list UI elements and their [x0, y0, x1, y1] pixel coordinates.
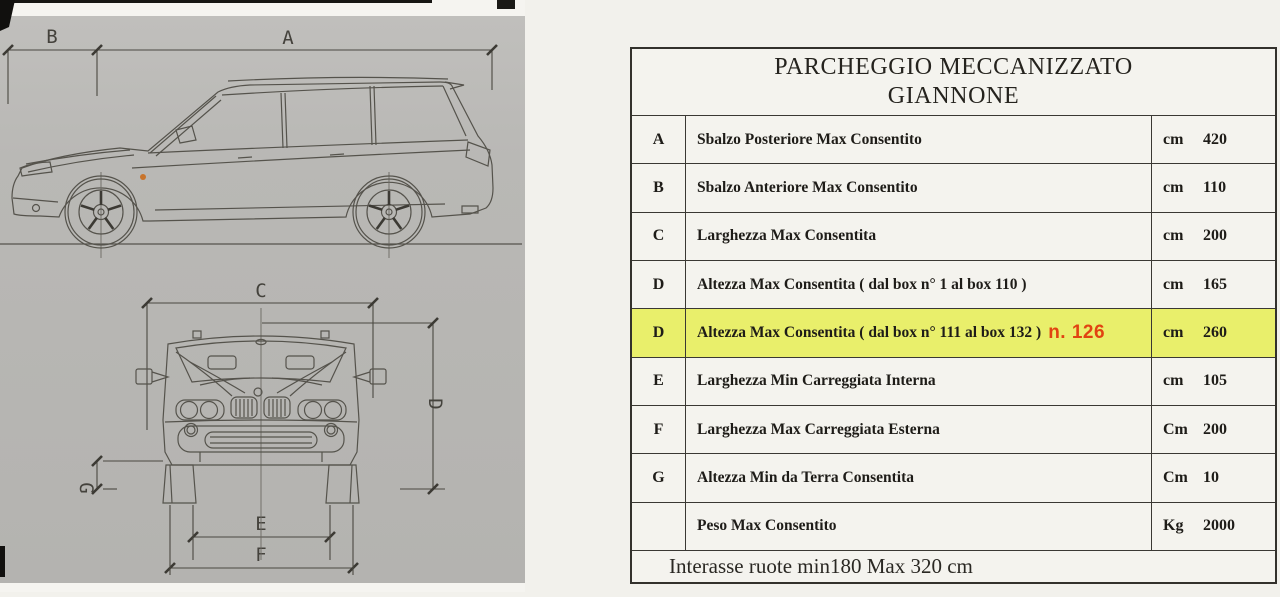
row-unit: cm	[1163, 227, 1184, 245]
row-unit: cm	[1163, 275, 1184, 293]
row-description: Larghezza Min Carreggiata Interna	[697, 372, 936, 390]
table-title-line2: GIANNONE	[887, 83, 1020, 109]
table-footer	[632, 550, 1275, 582]
row-description: Peso Max Consentito	[697, 517, 837, 535]
table-row	[632, 212, 1275, 260]
dim-label-E: E	[255, 513, 267, 535]
table-title-line1: PARCHEGGIO MECCANIZZATO	[774, 54, 1133, 80]
row-unit: Cm	[1163, 468, 1188, 486]
dim-label-G: G	[75, 482, 97, 494]
row-letter: A	[632, 116, 686, 163]
row-letter	[632, 503, 686, 550]
row-value: 420	[1203, 130, 1227, 148]
row-unit: cm	[1163, 178, 1184, 196]
row-letter: F	[632, 406, 686, 453]
dim-label-F: F	[255, 544, 267, 566]
table-footer-text: Interasse ruote min180 Max 320 cm	[669, 554, 973, 578]
row-note: n. 126	[1048, 321, 1106, 343]
scan-edge-top	[0, 0, 432, 3]
row-unit: Kg	[1163, 517, 1184, 535]
table-row	[632, 453, 1275, 501]
orange-dot-artifact	[140, 174, 146, 180]
row-value: 165	[1203, 275, 1227, 293]
row-value: 200	[1203, 420, 1227, 438]
table-rows	[632, 115, 1275, 550]
scan-edge-bottomleft	[0, 546, 5, 577]
table-row	[632, 357, 1275, 405]
dim-label-A: A	[282, 27, 294, 49]
table-row	[632, 308, 1275, 356]
table-row	[632, 260, 1275, 308]
row-value: 110	[1203, 178, 1227, 196]
row-value: 200	[1203, 227, 1227, 245]
row-letter: C	[632, 213, 686, 260]
dim-label-C: C	[255, 280, 267, 302]
row-value: 260	[1203, 323, 1227, 341]
spec-table	[630, 47, 1277, 584]
row-unit: cm	[1163, 323, 1184, 341]
row-letter: D	[632, 261, 686, 308]
scan-mark-topright	[497, 0, 515, 9]
row-description: Altezza Min da Terra Consentita	[697, 468, 914, 486]
row-value: 2000	[1203, 517, 1235, 535]
row-unit: cm	[1163, 372, 1184, 390]
row-description: Altezza Max Consentita ( dal box n° 111 al box 132 )	[697, 323, 1042, 341]
row-unit: cm	[1163, 130, 1184, 148]
row-letter: E	[632, 358, 686, 405]
row-letter: D	[632, 309, 686, 356]
table-row	[632, 405, 1275, 453]
row-unit: Cm	[1163, 420, 1188, 438]
dim-label-B: B	[46, 26, 58, 48]
row-description: Sbalzo Anteriore Max Consentito	[697, 178, 918, 196]
row-description: Larghezza Max Carreggiata Esterna	[697, 420, 940, 438]
row-description: Altezza Max Consentita ( dal box n° 1 al box 110 )	[697, 275, 1027, 293]
car-diagram-scan	[0, 0, 525, 592]
row-value: 105	[1203, 372, 1227, 390]
car-diagram-svg	[0, 0, 525, 592]
row-letter: B	[632, 164, 686, 211]
table-row	[632, 502, 1275, 550]
row-value: 10	[1203, 468, 1219, 486]
table-title	[632, 49, 1275, 115]
row-description: Sbalzo Posteriore Max Consentito	[697, 130, 922, 148]
row-description: Larghezza Max Consentita	[697, 227, 877, 245]
table-row	[632, 115, 1275, 163]
dim-label-D: D	[424, 398, 446, 410]
row-letter: G	[632, 454, 686, 501]
table-row	[632, 163, 1275, 211]
